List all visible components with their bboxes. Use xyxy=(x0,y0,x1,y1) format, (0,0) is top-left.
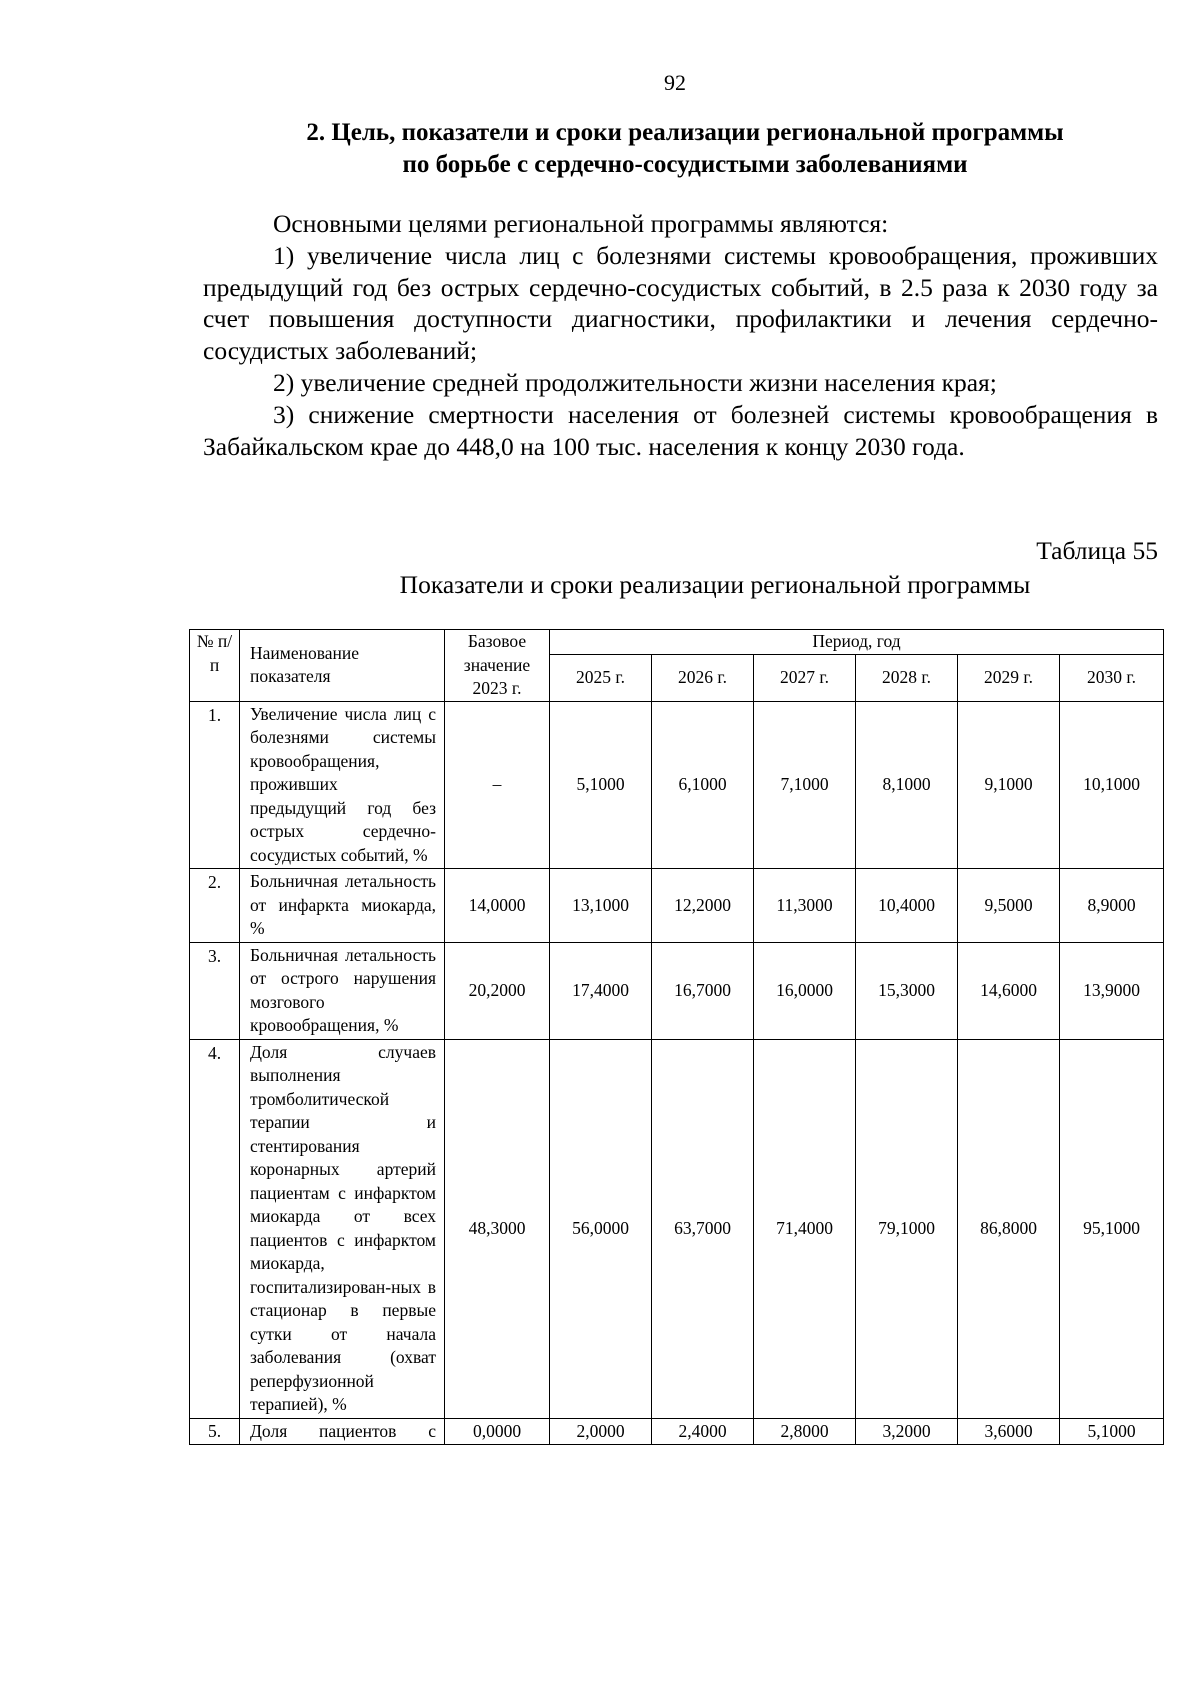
year-value: 8,1000 xyxy=(856,701,958,869)
row-number: 2. xyxy=(190,869,240,943)
header-base: Базовое значение 2023 г. xyxy=(445,630,550,702)
year-value: 10,1000 xyxy=(1060,701,1164,869)
table-row xyxy=(190,942,1164,1039)
year-value: 8,9000 xyxy=(1060,869,1164,943)
header-num: № п/п xyxy=(190,630,240,702)
row-number: 1. xyxy=(190,701,240,869)
row-number: 4. xyxy=(190,1039,240,1418)
goals-text xyxy=(203,208,1158,462)
row-number: 3. xyxy=(190,942,240,1039)
base-value: 20,2000 xyxy=(445,942,550,1039)
year-value: 12,2000 xyxy=(652,869,754,943)
year-value: 7,1000 xyxy=(754,701,856,869)
base-value: 48,3000 xyxy=(445,1039,550,1418)
year-value: 16,7000 xyxy=(652,942,754,1039)
year-value: 56,0000 xyxy=(550,1039,652,1418)
base-value: – xyxy=(445,701,550,869)
table-row xyxy=(190,1418,1164,1445)
year-value: 15,3000 xyxy=(856,942,958,1039)
table-row xyxy=(190,869,1164,943)
year-value: 6,1000 xyxy=(652,701,754,869)
year-value: 3,6000 xyxy=(958,1418,1060,1445)
goal-item-3: 3) снижение смертности населения от болезней системы кровообращения в Забайкальском крае до 448,0 на 100 тыс. населения к концу 2030 года. xyxy=(203,399,1158,461)
goal-item-2: 2) увеличение средней продолжительности жизни населения края; xyxy=(273,367,997,397)
year-value: 2,0000 xyxy=(550,1418,652,1445)
indicator-name: Больничная летальность от инфаркта миокарда, % xyxy=(240,869,445,943)
year-value: 3,2000 xyxy=(856,1418,958,1445)
goals-intro: Основными целями региональной программы являются: xyxy=(273,209,889,238)
header-year: 2027 г. xyxy=(754,655,856,701)
header-period: Период, год xyxy=(550,630,1164,655)
header-year: 2028 г. xyxy=(856,655,958,701)
header-year: 2029 г. xyxy=(958,655,1060,701)
year-value: 79,1000 xyxy=(856,1039,958,1418)
year-value: 63,7000 xyxy=(652,1039,754,1418)
header-year: 2026 г. xyxy=(652,655,754,701)
table-row xyxy=(190,701,1164,869)
section-heading-line-1: 2. Цель, показатели и сроки реализации региональной программы xyxy=(306,119,1064,146)
year-value: 2,4000 xyxy=(652,1418,754,1445)
year-value: 86,8000 xyxy=(958,1039,1060,1418)
table-label: Таблица 55 xyxy=(1036,536,1158,565)
page-number: 92 xyxy=(664,70,686,95)
year-value: 95,1000 xyxy=(1060,1039,1164,1418)
table-caption: Показатели и сроки реализации региональной программы xyxy=(399,570,1031,599)
year-value: 71,4000 xyxy=(754,1039,856,1418)
header-year: 2030 г. xyxy=(1060,655,1164,701)
section-heading-line-2: по борьбе с сердечно-сосудистыми заболеваниями xyxy=(402,151,968,178)
year-value: 5,1000 xyxy=(1060,1418,1164,1445)
year-value: 9,1000 xyxy=(958,701,1060,869)
indicator-name: Доля пациентов с xyxy=(240,1418,445,1445)
indicator-name: Увеличение числа лиц с болезнями системы кровообращения, проживших предыдущий год без острых сердечно-сосудистых событий, % xyxy=(240,701,445,869)
year-value: 17,4000 xyxy=(550,942,652,1039)
year-value: 13,1000 xyxy=(550,869,652,943)
header-year: 2025 г. xyxy=(550,655,652,701)
table-row xyxy=(190,1039,1164,1418)
year-value: 14,6000 xyxy=(958,942,1060,1039)
section-heading xyxy=(200,117,1170,181)
row-number: 5. xyxy=(190,1418,240,1445)
year-value: 5,1000 xyxy=(550,701,652,869)
year-value: 10,4000 xyxy=(856,869,958,943)
year-value: 13,9000 xyxy=(1060,942,1164,1039)
base-value: 0,0000 xyxy=(445,1418,550,1445)
year-value: 11,3000 xyxy=(754,869,856,943)
header-name: Наименование показателя xyxy=(240,630,445,702)
year-value: 9,5000 xyxy=(958,869,1060,943)
base-value: 14,0000 xyxy=(445,869,550,943)
year-value: 2,8000 xyxy=(754,1418,856,1445)
indicators-table xyxy=(189,629,1164,1445)
indicator-name: Доля случаев выполнения тромболитической терапии и стентирования коронарных артерий пациентам с инфарктом миокарда от всех пациентов с инфарктом миокарда, госпитализирован-ных в стационар в первые сутки от начала заболевания (охват реперфузионной терапией), % xyxy=(240,1039,445,1418)
indicator-name: Больничная летальность от острого нарушения мозгового кровообращения, % xyxy=(240,942,445,1039)
goal-item-1: 1) увеличение числа лиц с болезнями системы кровообращения, проживших предыдущий год без острых сердечно-сосудистых событий, в 2.5 раза к 2030 году за счет повышения доступности диагностики, профилактики и лечения сердечно-сосудистых заболеваний; xyxy=(203,240,1158,366)
year-value: 16,0000 xyxy=(754,942,856,1039)
